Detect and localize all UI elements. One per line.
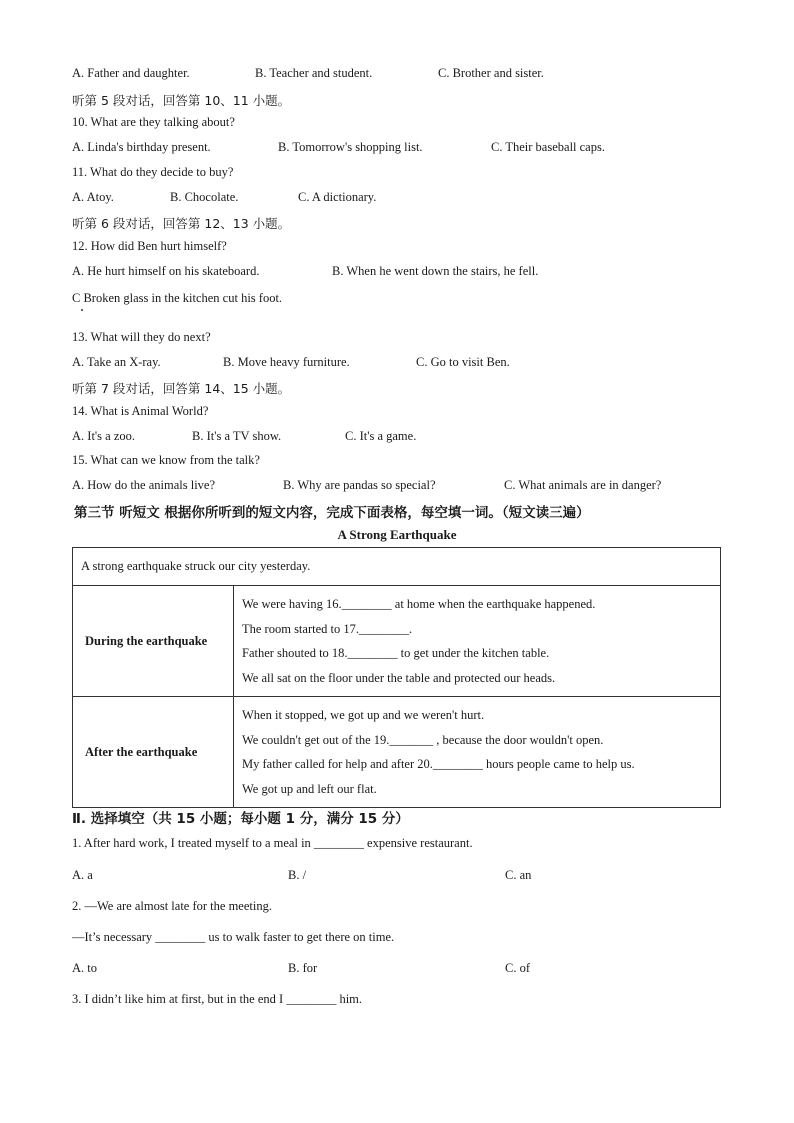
earthquake-table <box>72 547 721 808</box>
q13-option-c: C. Go to visit Ben. <box>416 355 510 369</box>
q14-option-c: C. It's a game. <box>345 429 417 443</box>
q12-option-b: B. When he went down the stairs, he fell. <box>332 264 539 278</box>
after-line-2: We couldn't get out of the 19._______ , because the door wouldn't open. <box>242 732 604 747</box>
p2-q1-question: 1. After hard work, I treated myself to a meal in ________ expensive restaurant. <box>72 836 473 850</box>
during-line-2: The room started to 17.________. <box>242 621 413 636</box>
q12-question: 12. How did Ben hurt himself? <box>72 239 227 253</box>
p2-q1-option-b: B. / <box>288 868 307 882</box>
p2-q2-line2: —It’s necessary ________ us to walk faster to get there on time. <box>72 930 395 944</box>
table-row <box>73 697 721 808</box>
q10-option-b: B. Tomorrow's shopping list. <box>278 140 423 154</box>
after-line-3: My father called for help and after 20.________ hours people came to help us. <box>242 757 635 771</box>
intro-cell: A strong earthquake struck our city yesterday. <box>73 548 721 586</box>
q10-option-c: C. Their baseball caps. <box>491 140 605 154</box>
after-line-4: We got up and left our flat. <box>242 781 377 796</box>
during-line-1: We were having 16.________ at home when the earthquake happened. <box>242 597 596 611</box>
table-row <box>73 548 721 586</box>
section3-heading: 第三节 听短文 根据你所听到的短文内容，完成下面表格，每空填一词。（短文读三遍） <box>74 505 590 521</box>
q15-option-a: A. How do the animals live? <box>72 478 216 492</box>
p2-q2-line1: 2. —We are almost late for the meeting. <box>72 899 272 913</box>
q11-question: 11. What do they decide to buy? <box>72 165 234 179</box>
dialog7-instruction: 听第 7 段对话，回答第 14、15 小题。 <box>72 381 291 396</box>
q13-option-b: B. Move heavy furniture. <box>223 355 350 369</box>
table-title: A Strong Earthquake <box>337 527 457 542</box>
after-label: After the earthquake <box>73 697 234 808</box>
part2-heading: Ⅱ. 选择填空（共 15 小题；每小题 1 分，满分 15 分） <box>72 811 409 827</box>
q14-option-b: B. It's a TV show. <box>192 429 282 443</box>
q15-question: 15. What can we know from the talk? <box>72 453 260 467</box>
p2-q2-option-a: A. to <box>72 961 97 975</box>
p2-q1-option-c: C. an <box>505 868 532 882</box>
q9-option-c: C. Brother and sister. <box>438 66 544 80</box>
p2-q2-option-b: B. for <box>288 961 318 975</box>
q10-option-a: A. Linda's birthday present. <box>72 140 211 154</box>
dialog6-instruction: 听第 6 段对话，回答第 12、13 小题。 <box>72 216 291 231</box>
q14-question: 14. What is Animal World? <box>72 404 209 418</box>
p2-q2-option-c: C. of <box>505 961 530 975</box>
during-content <box>234 586 721 697</box>
q11-option-c: C. A dictionary. <box>298 190 377 204</box>
q10-question: 10. What are they talking about? <box>72 115 235 129</box>
during-line-3: Father shouted to 18.________ to get under the kitchen table. <box>242 646 550 660</box>
p2-q3-question: 3. I didn’t like him at first, but in the end I ________ him. <box>72 992 363 1006</box>
q13-option-a: A. Take an X-ray. <box>72 355 161 369</box>
q12-option-c: C Broken glass in the kitchen cut his foot. <box>72 291 283 305</box>
q15-option-b: B. Why are pandas so special? <box>283 478 436 492</box>
q14-option-a: A. It's a zoo. <box>72 429 136 443</box>
q15-option-c: C. What animals are in danger? <box>504 478 662 492</box>
q12-option-a: A. He hurt himself on his skateboard. <box>72 264 260 278</box>
during-line-4: We all sat on the floor under the table and protected our heads. <box>242 670 556 685</box>
q9-option-b: B. Teacher and student. <box>255 66 373 80</box>
during-label: During the earthquake <box>73 586 234 697</box>
after-content <box>234 697 721 808</box>
after-line-1: When it stopped, we got up and we weren't hurt. <box>242 708 485 722</box>
q11-option-b: B. Chocolate. <box>170 190 239 204</box>
q11-option-a: A. Atoy. <box>72 190 114 204</box>
table-row <box>73 586 721 697</box>
dialog5-instruction: 听第 5 段对话，回答第 10、11 小题。 <box>72 93 291 108</box>
q13-question: 13. What will they do next? <box>72 330 211 344</box>
q9-option-a: A. Father and daughter. <box>72 66 190 80</box>
p2-q1-option-a: A. a <box>72 868 93 882</box>
stray-dot <box>81 309 83 311</box>
